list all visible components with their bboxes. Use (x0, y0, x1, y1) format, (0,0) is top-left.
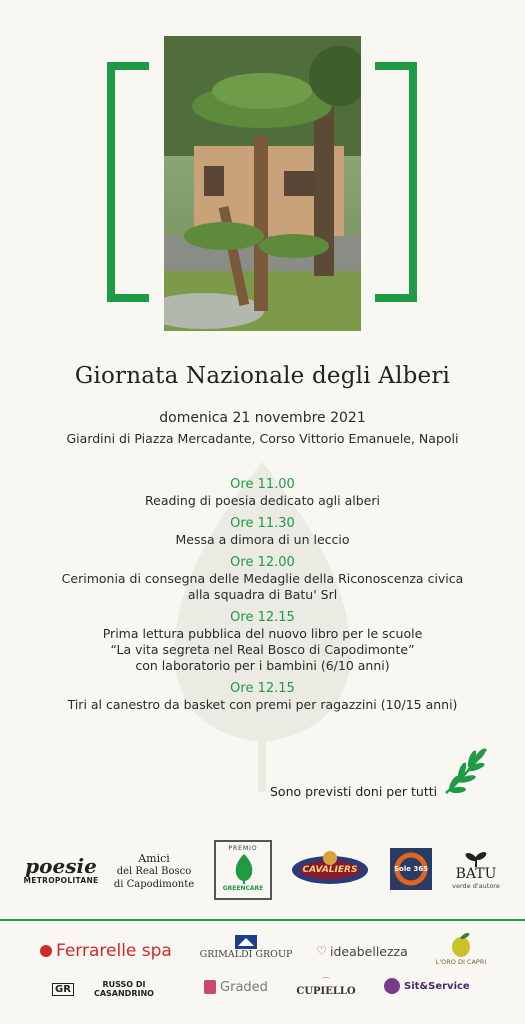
event-title: Giornata Nazionale degli Alberi (74, 363, 451, 389)
program-description: Tiri al canestro da basket con premi per ragazzini (10/15 anni) (67, 697, 458, 712)
right-bracket-decoration (375, 62, 417, 302)
program-description: Reading di poesia dedicato agli alberi (145, 493, 380, 508)
poesie-logo-sub: METROPOLITANE (23, 875, 99, 885)
premio-logo-top: PREMIO (228, 845, 258, 852)
graded-logo-text: Graded (220, 979, 268, 995)
cupiello-logo-text: CUPIELLO (296, 985, 356, 997)
ideabellezza-logo-text: ideabellezza (329, 943, 408, 959)
poesie-metropolitane-logo (22, 848, 100, 892)
gr-monogram-icon: GR (52, 983, 74, 996)
program-time: Ore 12.15 (230, 681, 295, 696)
left-bracket-decoration (107, 62, 149, 302)
poesie-logo-main: poesie (25, 853, 97, 878)
batu-logo (446, 846, 506, 894)
cavaliers-logo (290, 848, 370, 892)
cupiello-logo (290, 974, 362, 1000)
program-item (0, 515, 525, 548)
batu-logo-main: BATU (455, 865, 497, 882)
ferrarelle-dot-icon (40, 945, 52, 957)
sit-globe-icon (384, 978, 400, 994)
program-description: alla squadra di Batu' Srl (187, 587, 338, 602)
sole-logo-text: Sole 365 (393, 865, 429, 873)
premio-logo-bottom: GREENCARE (222, 885, 264, 892)
sole-365-logo (390, 848, 432, 890)
ferrarelle-logo (40, 938, 180, 964)
cavaliers-logo-text: CAVALIERS (302, 865, 358, 875)
green-leaf-icon (234, 854, 254, 884)
palm-tree-photo (164, 36, 361, 331)
event-date: domenica 21 novembre 2021 (159, 410, 366, 426)
oro-logo-text: L'ORO DI CAPRI (435, 958, 487, 966)
batu-logo-sub: verde d'autore (452, 881, 500, 890)
program-item (0, 609, 525, 674)
program-time: Ore 12.15 (230, 610, 295, 625)
program-item (0, 554, 525, 603)
program-description: Cerimonia di consegna delle Medaglie della Riconoscenza civica (61, 571, 464, 586)
sit-logo-text: Sit&Service (404, 980, 470, 992)
grimaldi-flag-icon (235, 935, 257, 949)
program-item (0, 680, 525, 713)
graded-logo (200, 974, 272, 1000)
amici-logo-line3: di Capodimonte (113, 878, 195, 890)
program-time: Ore 11.00 (230, 477, 295, 492)
event-location: Giardini di Piazza Mercadante, Corso Vittorio Emanuele, Napoli (66, 431, 459, 446)
sit-service-logo (384, 972, 474, 1000)
ideabellezza-logo (312, 940, 412, 962)
russo-logo-text: RUSSO DI CASANDRINO (93, 980, 154, 998)
program-time: Ore 11.30 (230, 516, 295, 531)
amici-logo-line2: del Real Bosco (116, 865, 192, 877)
grimaldi-group-logo (196, 930, 296, 964)
grimaldi-logo-text: GRIMALDI GROUP (199, 948, 293, 960)
program-description: “La vita segreta nel Real Bosco di Capodimonte” (110, 642, 415, 657)
amici-real-bosco-logo (112, 846, 196, 896)
program-description: con laboratorio per i bambini (6/10 anni) (135, 658, 390, 673)
batu-plant-icon (461, 851, 491, 867)
section-divider (0, 919, 525, 921)
lemon-icon (450, 932, 472, 958)
program-description: Messa a dimora di un leccio (175, 532, 350, 547)
ferrarelle-logo-text: Ferrarelle spa (56, 941, 172, 961)
heart-icon: ♡ (316, 944, 327, 958)
amici-logo-line1: Amici (138, 851, 170, 865)
program-time: Ore 12.00 (230, 555, 295, 570)
oro-di-capri-logo (426, 928, 496, 970)
program-list (0, 476, 525, 719)
russo-di-casandrino-logo (52, 978, 170, 1000)
premio-greencare-logo (214, 840, 272, 900)
program-item (0, 476, 525, 509)
olive-branch-icon (442, 745, 490, 797)
gifts-note: Sono previsti doni per tutti (270, 784, 438, 799)
cupiello-arc-icon: ⌒ (322, 976, 330, 986)
graded-mark-icon (204, 980, 216, 994)
program-description: Prima lettura pubblica del nuovo libro per le scuole (102, 626, 423, 641)
